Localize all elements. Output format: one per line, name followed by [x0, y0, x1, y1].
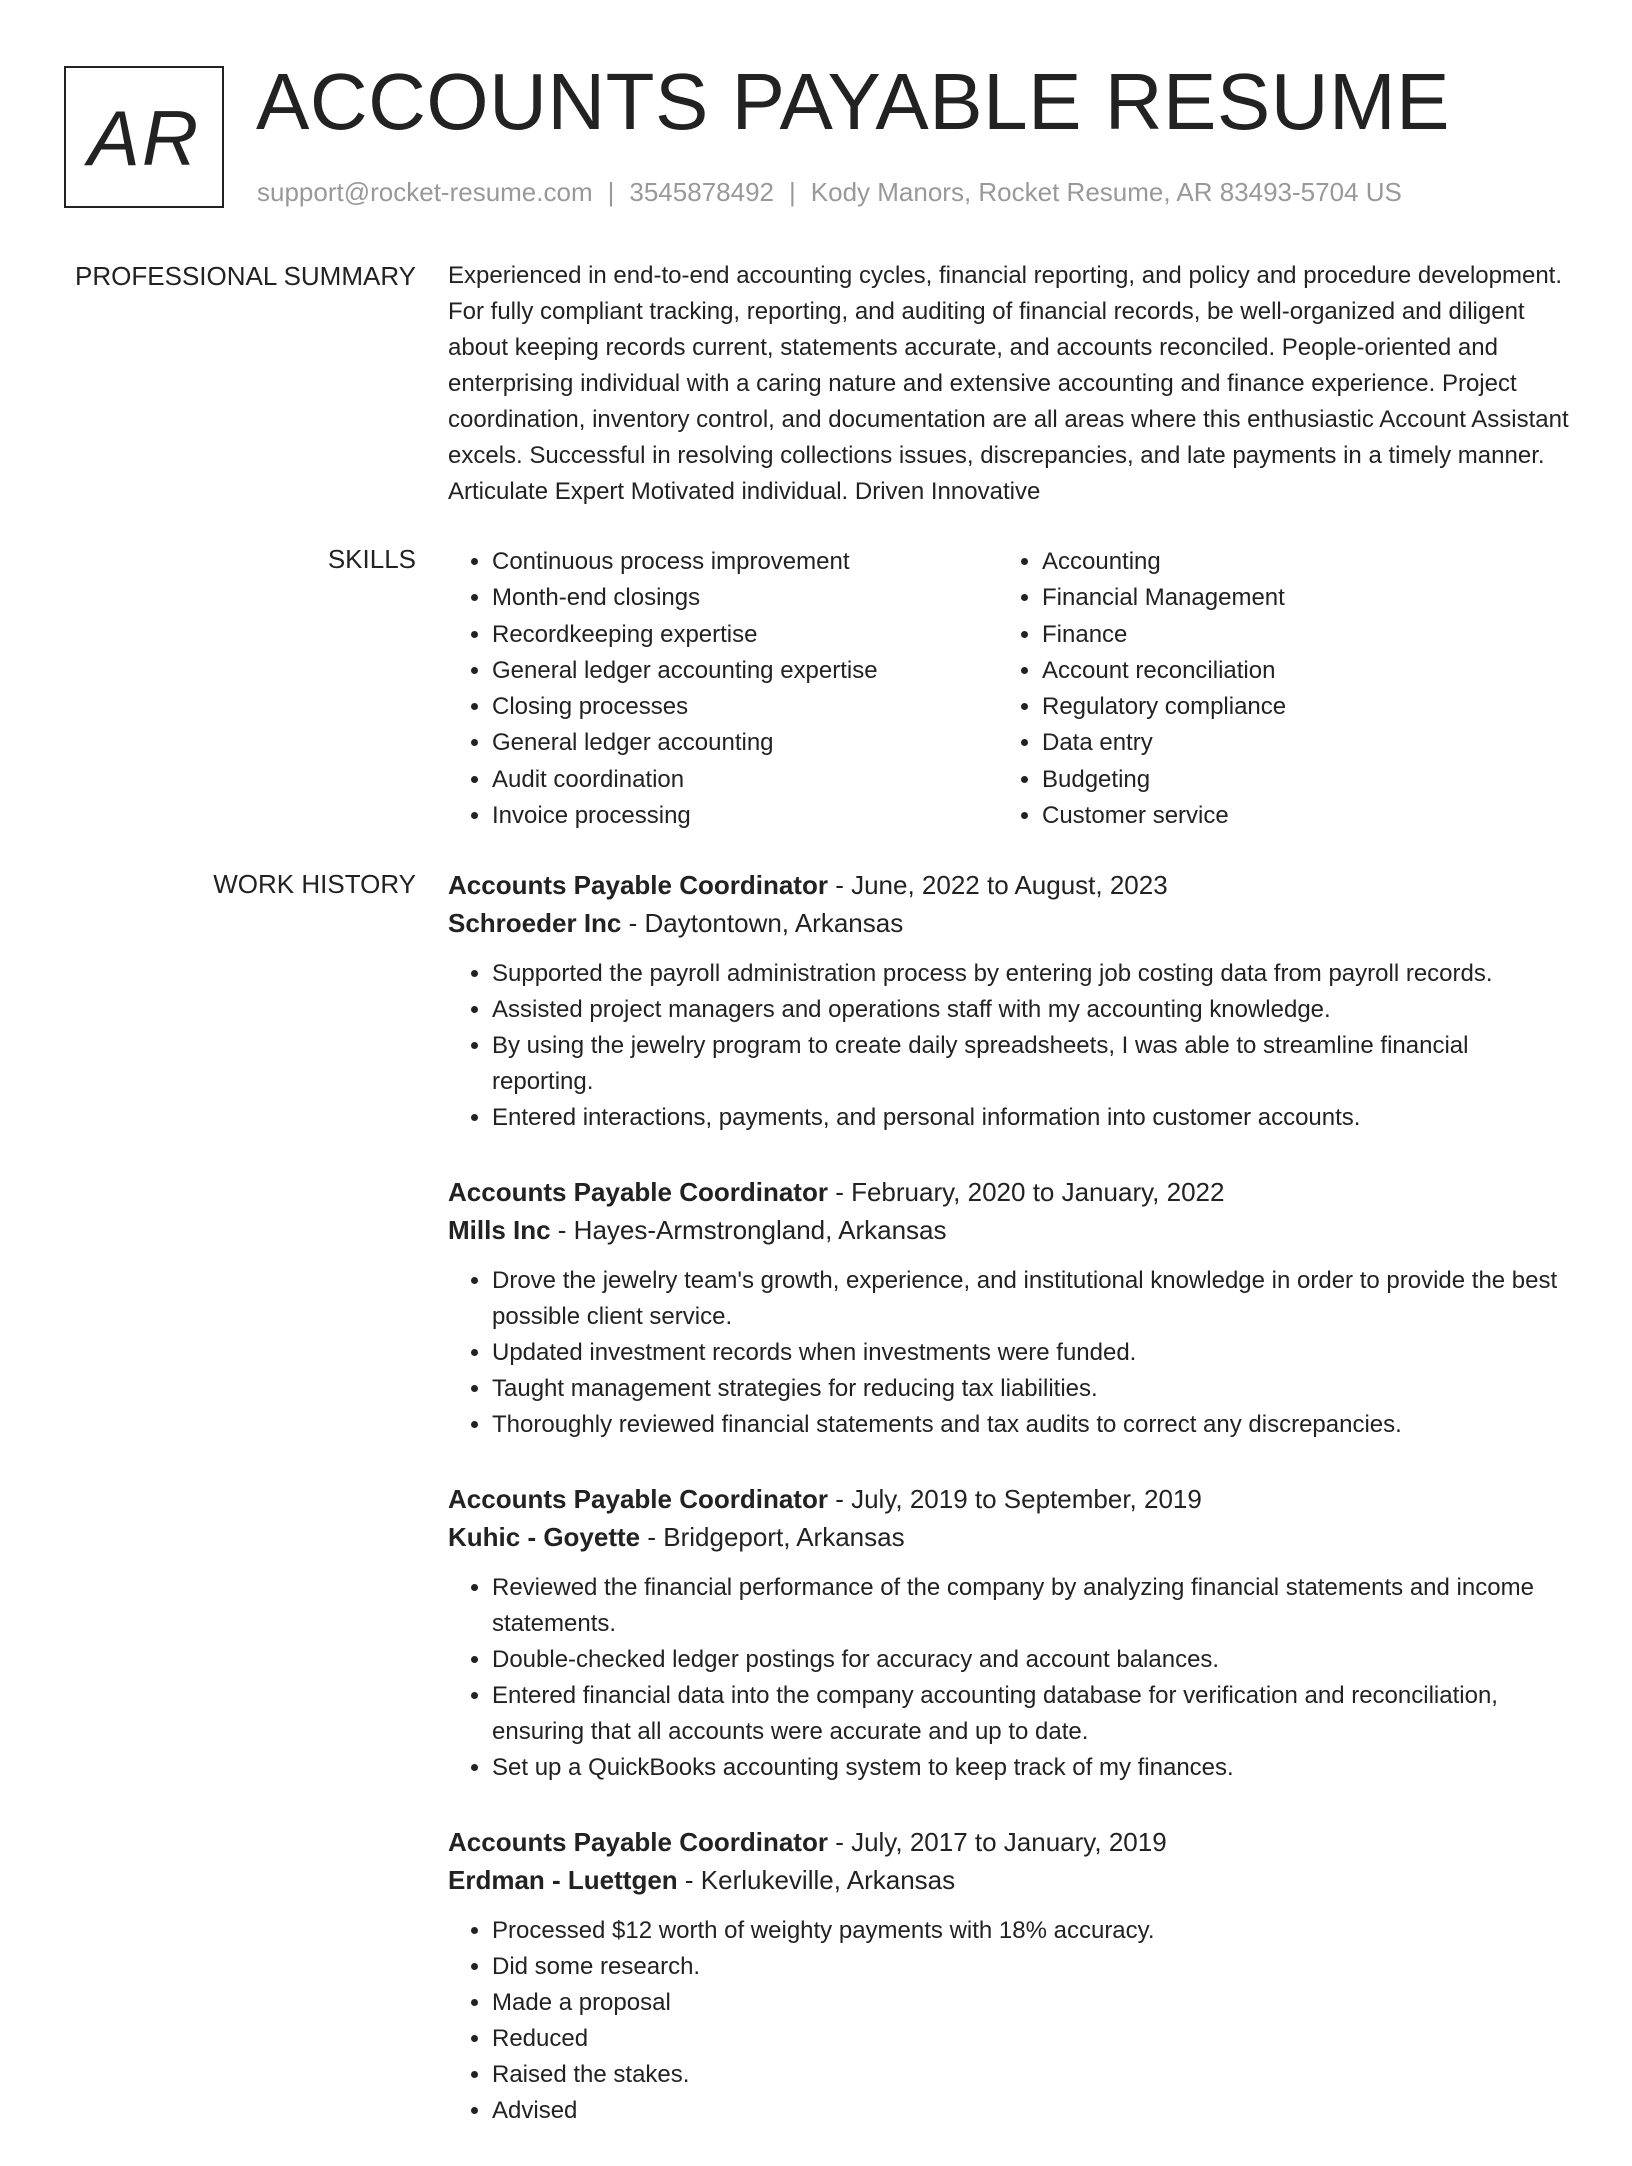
contact-separator: |	[789, 177, 796, 207]
job-company: Mills Inc	[448, 1215, 551, 1245]
job-bullet: • Reviewed the financial performance of the company by analyzing financial statements and income statements.	[492, 1570, 1572, 1642]
contact-line	[257, 174, 1402, 210]
job-bullet: • Double-checked ledger postings for accuracy and account balances.	[492, 1642, 1572, 1678]
job-location: - Hayes-Armstrongland, Arkansas	[550, 1215, 947, 1245]
skill-item: • Audit coordination	[492, 762, 998, 798]
skill-item: • Account reconciliation	[1042, 653, 1548, 689]
skill-item: • General ledger accounting	[492, 725, 998, 761]
job-bullet: • Processed $12 worth of weighty payments with 18% accuracy.	[492, 1913, 1572, 1949]
job-location: - Bridgeport, Arkansas	[640, 1522, 905, 1552]
job-title-line	[448, 1823, 1572, 1861]
skill-item: • Customer service	[1042, 798, 1548, 834]
job-dates: - February, 2020 to January, 2022	[827, 1177, 1225, 1207]
job-bullets	[448, 1570, 1572, 1786]
summary-heading: PROFESSIONAL SUMMARY	[75, 261, 416, 291]
job-company: Schroeder Inc	[448, 908, 622, 938]
skills-heading: SKILLS	[327, 544, 416, 574]
job-dates: - July, 2017 to January, 2019	[827, 1827, 1167, 1857]
skills-column-left	[448, 544, 998, 834]
summary-text: Experienced in end-to-end accounting cycles, financial reporting, and policy and procedure development. For fully compliant tracking, reporting, and auditing of financial records, be well-organized and diligent about keeping records current, statements accurate, and accounts reconciled. People-oriented and enterprising individual with a caring nature and extensive accounting and finance experience. Project coordination, inventory control, and documentation are all areas where this enthusiastic Account Assistant excels. Successful in resolving collections issues, discrepancies, and late payments in a timely manner. Articulate Expert Motivated individual. Driven Innovative	[448, 262, 1569, 505]
job-dates: - July, 2019 to September, 2019	[827, 1484, 1202, 1514]
skill-item: • Month-end closings	[492, 580, 998, 616]
contact-phone: 3545878492	[629, 177, 774, 207]
job-entry	[448, 1480, 1572, 1786]
job-title: Accounts Payable Coordinator	[448, 1177, 828, 1207]
job-dates: - June, 2022 to August, 2023	[827, 870, 1168, 900]
job-company-line	[448, 1861, 1572, 1899]
contact-address: Kody Manors, Rocket Resume, AR 83493-5704 US	[810, 177, 1402, 207]
job-location: - Daytontown, Arkansas	[621, 908, 904, 938]
resume-title: ACCOUNTS PAYABLE RESUME	[256, 57, 1450, 146]
job-title: Accounts Payable Coordinator	[448, 1827, 828, 1857]
job-title-line	[448, 1480, 1572, 1518]
monogram-initials: AR	[87, 94, 201, 182]
job-bullet: • Thoroughly reviewed financial statements and tax audits to correct any discrepancies.	[492, 1407, 1572, 1443]
skill-item: • Continuous process improvement	[492, 544, 998, 580]
job-bullets	[448, 1263, 1572, 1443]
job-bullet: • Reduced	[492, 2021, 1572, 2057]
job-bullet: • Advised	[492, 2093, 1572, 2129]
job-bullet: • Entered financial data into the company accounting database for verification and reconciliation, ensuring that all accounts were accurate and up to date.	[492, 1678, 1572, 1750]
skill-item: • Data entry	[1042, 725, 1548, 761]
skill-item: • Accounting	[1042, 544, 1548, 580]
job-title: Accounts Payable Coordinator	[448, 870, 828, 900]
job-bullet: • Entered interactions, payments, and personal information into customer accounts.	[492, 1100, 1572, 1136]
skill-item: • General ledger accounting expertise	[492, 653, 998, 689]
job-bullet: • Updated investment records when investments were funded.	[492, 1335, 1572, 1371]
job-entry	[448, 1823, 1572, 2129]
skill-item: • Budgeting	[1042, 762, 1548, 798]
job-bullet: • Assisted project managers and operations staff with my accounting knowledge.	[492, 992, 1572, 1028]
job-company-line	[448, 1211, 1572, 1249]
job-bullet: • Supported the payroll administration process by entering job costing data from payroll records.	[492, 956, 1572, 992]
skill-item: • Invoice processing	[492, 798, 998, 834]
skill-item: • Closing processes	[492, 689, 998, 725]
skill-item: • Finance	[1042, 617, 1548, 653]
skills-column-right	[998, 544, 1548, 834]
skill-item: • Regulatory compliance	[1042, 689, 1548, 725]
job-company: Kuhic - Goyette	[448, 1522, 641, 1552]
contact-email: support@rocket-resume.com	[257, 177, 593, 207]
job-bullet: • Did some research.	[492, 1949, 1572, 1985]
job-title-line	[448, 1173, 1572, 1211]
skill-item: • Recordkeeping expertise	[492, 617, 998, 653]
job-company-line	[448, 1518, 1572, 1556]
contact-separator: |	[607, 177, 615, 207]
job-bullets	[448, 956, 1572, 1136]
work-history-list	[448, 866, 1572, 2166]
job-bullets	[448, 1913, 1572, 2129]
skills-list	[448, 544, 1568, 834]
job-entry	[448, 1173, 1572, 1443]
job-bullet: • Drove the jewelry team's growth, experience, and institutional knowledge in order to provide the best possible client service.	[492, 1263, 1572, 1335]
job-location: - Kerlukeville, Arkansas	[677, 1865, 956, 1895]
job-company: Erdman - Luettgen	[448, 1865, 678, 1895]
job-title-line	[448, 866, 1572, 904]
job-entry	[448, 866, 1572, 1136]
job-bullet: • Raised the stakes.	[492, 2057, 1572, 2093]
work-history-heading: WORK HISTORY	[213, 869, 416, 899]
skill-item: • Financial Management	[1042, 580, 1548, 616]
monogram-box	[64, 66, 224, 208]
job-bullet: • Taught management strategies for reducing tax liabilities.	[492, 1371, 1572, 1407]
job-bullet: • Made a proposal	[492, 1985, 1572, 2021]
job-bullet: • By using the jewelry program to create daily spreadsheets, I was able to streamline financial reporting.	[492, 1028, 1572, 1100]
job-title: Accounts Payable Coordinator	[448, 1484, 828, 1514]
job-bullet: • Set up a QuickBooks accounting system to keep track of my finances.	[492, 1750, 1572, 1786]
job-company-line	[448, 904, 1572, 942]
